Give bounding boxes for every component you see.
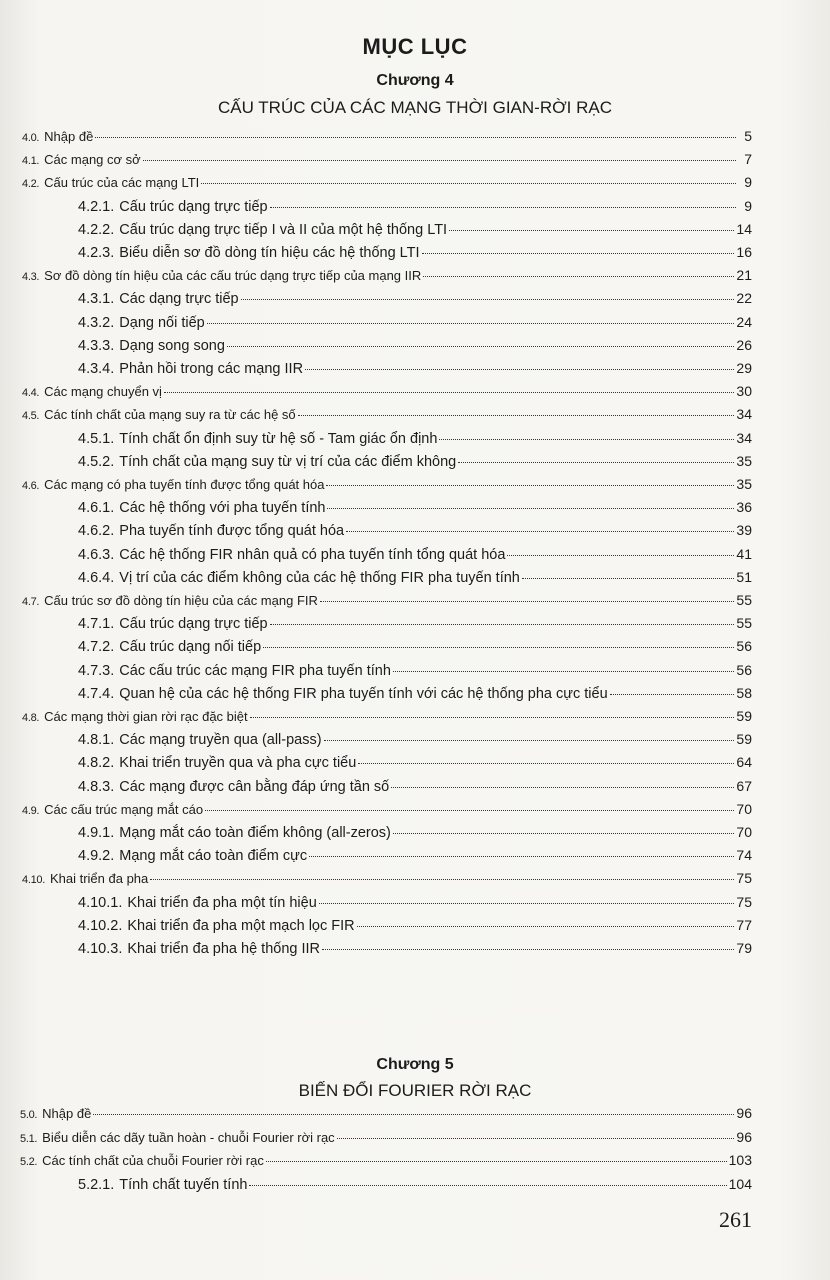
toc-entry-number: 5.0. [20, 1109, 38, 1121]
toc-entry-title: Vị trí của các điểm không của các hệ thống FIR pha tuyến tính [119, 569, 520, 586]
dot-leader [319, 903, 735, 904]
toc-entry[interactable] [78, 337, 752, 354]
toc-entry[interactable] [78, 546, 752, 563]
toc-entry-number: 4.3. [22, 271, 40, 284]
toc-entry[interactable] [78, 685, 752, 702]
toc-entry-page: 70 [736, 824, 752, 840]
toc-entry-title: Các hệ thống FIR nhân quả có pha tuyến tính tổng quát hóa [119, 546, 506, 563]
dot-leader [327, 508, 734, 509]
toc-entry[interactable] [22, 128, 752, 144]
toc-entry-title: Các mạng có pha tuyến tính được tổng quát hóa [44, 477, 325, 492]
toc-entry-title: Quan hệ của các hệ thống FIR pha tuyến tính với các hệ thống pha cực tiểu [119, 685, 608, 702]
toc-entry[interactable] [78, 754, 752, 771]
toc-entry-title: Khai triển truyền qua và pha cực tiểu [119, 755, 357, 772]
toc-entry-page: 35 [736, 452, 752, 469]
toc-entry-title: Pha tuyến tính được tổng quát hóa [119, 523, 345, 540]
toc-entry-title: Tính chất của mạng suy từ vị trí của các điểm không [119, 453, 457, 470]
toc-entry-title: Cấu trúc dạng trực tiếp [119, 616, 268, 633]
toc-entry[interactable] [20, 1105, 752, 1121]
dot-leader [320, 601, 735, 602]
toc-entry-page: 103 [728, 1152, 752, 1168]
toc-entry-number: 4.7.2. [78, 639, 115, 656]
dot-leader [522, 578, 735, 579]
toc-entry-number: 4.5.1. [78, 430, 115, 447]
toc-entry-page: 59 [736, 731, 752, 748]
dot-leader [270, 207, 736, 208]
toc-entry-title: Khai triển đa pha một tín hiệu [127, 894, 317, 911]
dot-leader [326, 485, 734, 486]
toc-entry-number: 4.4. [22, 387, 40, 400]
toc-entry-page: 29 [736, 360, 752, 376]
toc-entry[interactable] [78, 615, 752, 632]
toc-entry-page: 56 [736, 661, 752, 678]
toc-entry-title: Các tính chất của mạng suy ra từ các hệ số [44, 407, 296, 423]
toc-entry-page: 26 [736, 336, 752, 353]
toc-entry-title: Các tính chất của chuỗi Fourier rời rạc [42, 1153, 264, 1168]
toc-entry-title: Biểu diễn các dãy tuần hoàn - chuỗi Fourier rời rạc [42, 1129, 335, 1145]
toc-entry-title: Mạng mắt cáo toàn điểm không (all-zeros) [119, 825, 391, 841]
dot-leader [610, 694, 735, 695]
dot-leader [93, 1114, 734, 1115]
toc-entry-number: 4.3.4. [78, 361, 115, 377]
toc-entry[interactable] [22, 383, 752, 399]
toc-entry[interactable] [78, 824, 752, 841]
dot-leader [241, 299, 735, 300]
toc-entry[interactable] [22, 174, 752, 190]
dot-leader [227, 346, 735, 347]
toc-entry-title: Nhập đề [42, 1106, 92, 1121]
toc-entry-page: 70 [736, 800, 752, 817]
toc-entry-title: Các hệ thống với pha tuyến tính [119, 500, 326, 517]
toc-entry-title: Khai triển đa pha một mạch lọc FIR [127, 917, 355, 934]
toc-entry-title: Biểu diễn sơ đồ dòng tín hiệu các hệ thống LTI [119, 245, 420, 261]
toc-entry[interactable] [22, 476, 752, 492]
toc-entry-number: 4.6.1. [78, 500, 115, 517]
toc-entry-number: 5.1. [20, 1132, 38, 1145]
toc-entry-page: 35 [736, 476, 752, 492]
toc-entry-title: Phản hồi trong các mạng IIR [119, 361, 304, 377]
toc-entry-title: Tính chất tuyến tính [119, 1176, 248, 1193]
dot-leader [423, 276, 734, 277]
dot-leader [324, 740, 735, 741]
toc-entry-title: Dạng nối tiếp [119, 314, 205, 331]
toc-entry-page: 5 [744, 128, 752, 144]
toc-entry-number: 5.2. [20, 1156, 38, 1168]
dot-leader [391, 787, 734, 788]
toc-entry-page: 75 [736, 893, 752, 910]
toc-entry-number: 4.2.3. [78, 245, 115, 261]
toc-entry-page: 24 [736, 313, 752, 330]
dot-leader [250, 717, 735, 718]
toc-entry-page: 96 [736, 1128, 752, 1145]
toc-entry-number: 4.6.2. [78, 523, 115, 540]
toc-entry[interactable] [78, 638, 752, 655]
toc-entry[interactable] [20, 1152, 752, 1168]
dot-leader [449, 230, 734, 231]
toc-entry-page: 55 [736, 592, 752, 608]
dot-leader [358, 763, 734, 764]
dot-leader [201, 183, 736, 184]
toc-entry[interactable] [78, 847, 752, 864]
dot-leader [458, 462, 734, 463]
toc-entry-number: 4.1. [22, 155, 40, 168]
toc-entry-title: Mạng mắt cáo toàn điểm cực [119, 848, 308, 865]
dot-leader [249, 1185, 726, 1186]
toc-entry-number: 4.9.1. [78, 825, 115, 841]
toc-entry-page: 51 [736, 568, 752, 585]
dot-leader [143, 160, 736, 161]
toc-entry-number: 4.10.2. [78, 917, 123, 934]
toc-entry-title: Các mạng cơ sở [44, 152, 141, 168]
toc-entry[interactable] [22, 870, 752, 886]
toc-entry-page: 67 [736, 777, 752, 794]
toc-entry[interactable] [22, 406, 752, 422]
toc-entry-title: Các mạng thời gian rời rạc đặc biệt [44, 709, 248, 724]
toc-entry-number: 4.3.2. [78, 314, 115, 331]
chapter-5-label: Chương 5 [376, 1056, 454, 1073]
toc-entry-page: 9 [744, 197, 752, 214]
toc-entry-number: 4.2.2. [78, 221, 115, 238]
toc-entry-number: 4.7.1. [78, 616, 115, 633]
toc-entry[interactable] [78, 940, 752, 957]
dot-leader [150, 879, 734, 880]
toc-entry[interactable] [22, 708, 752, 724]
toc-entry-title: Nhập đề [44, 129, 94, 144]
dot-leader [309, 856, 734, 857]
toc-entry-page: 59 [736, 708, 752, 724]
toc-entry-page: 56 [736, 638, 752, 655]
toc-entry[interactable] [78, 499, 752, 516]
toc-entry-title: Các cấu trúc mạng mắt cáo [44, 801, 204, 817]
toc-entry[interactable] [78, 522, 752, 539]
toc-entry-number: 4.6.3. [78, 546, 115, 563]
toc-entry[interactable] [78, 290, 752, 307]
dot-leader [298, 415, 735, 416]
toc-entry[interactable] [22, 151, 752, 167]
dot-leader [393, 671, 735, 672]
toc-entry-page: 55 [736, 615, 752, 632]
toc-entry[interactable] [78, 1176, 752, 1193]
toc-entry-page: 74 [736, 847, 752, 864]
toc-entry[interactable] [22, 801, 752, 817]
toc-entry-page: 22 [736, 290, 752, 307]
toc-entry-number: 4.8.3. [78, 778, 115, 795]
toc-entry-number: 4.7.3. [78, 662, 115, 679]
toc-entry[interactable] [78, 917, 752, 934]
toc-heading: MỤC LỤC [362, 34, 468, 59]
toc-entry-page: 39 [736, 522, 752, 539]
dot-leader [270, 624, 735, 625]
toc-entry-page: 30 [736, 383, 752, 400]
toc-entry-page: 77 [736, 916, 752, 933]
toc-entry-title: Cấu trúc dạng trực tiếp I và II của một hệ thống LTI [119, 221, 448, 238]
dot-leader [263, 647, 734, 648]
toc-entry[interactable] [78, 198, 752, 215]
toc-entry[interactable] [22, 267, 752, 283]
toc-entry[interactable] [78, 314, 752, 331]
dot-leader [207, 323, 735, 324]
toc-entry-number: 4.7.4. [78, 685, 115, 702]
toc-entry-number: 4.5.2. [78, 453, 115, 470]
toc-entry-page: 36 [736, 499, 752, 516]
toc-entry-number: 4.3.1. [78, 291, 115, 308]
toc-entry-title: Cấu trúc của các mạng LTI [44, 175, 200, 191]
dot-leader [322, 949, 734, 950]
toc-entry-number: 4.2.1. [78, 198, 115, 215]
toc-entry-page: 34 [736, 429, 752, 446]
toc-entry-title: Các cấu trúc các mạng FIR pha tuyến tính [119, 662, 391, 679]
toc-entry-title: Cấu trúc sơ đồ dòng tín hiệu của các mạng FIR [44, 593, 318, 608]
dot-leader [337, 1138, 735, 1139]
toc-entry[interactable] [78, 244, 752, 261]
dot-leader [205, 810, 734, 811]
toc-entry-page: 14 [736, 220, 752, 237]
toc-entry[interactable] [22, 592, 752, 608]
dot-leader [439, 439, 734, 440]
toc-entry-number: 4.8.1. [78, 732, 115, 749]
toc-entry-page: 34 [736, 406, 752, 423]
toc-entry-title: Khai triển đa pha [49, 871, 149, 887]
toc-entry-title: Các dạng trực tiếp [119, 291, 239, 308]
toc-entry-page: 96 [736, 1105, 752, 1121]
toc-entry-title: Các mạng truyền qua (all-pass) [119, 732, 322, 749]
toc-entry-page: 104 [728, 1175, 752, 1192]
toc-entry-title: Khai triển đa pha hệ thống IIR [127, 941, 321, 957]
toc-entry-number: 4.10. [22, 874, 45, 887]
page-number: 261 [719, 1207, 752, 1232]
toc-entry-page: 21 [736, 267, 752, 284]
dot-leader [507, 555, 734, 556]
toc-entry-title: Các mạng chuyển vị [44, 384, 162, 400]
toc-entry-title: Dạng song song [119, 337, 225, 354]
toc-entry-number: 4.6.4. [78, 569, 115, 586]
toc-entry[interactable] [78, 662, 752, 679]
toc-entry-number: 4.6. [22, 480, 40, 492]
toc-entry-number: 4.9.2. [78, 848, 115, 865]
toc-entry-number: 4.2. [22, 178, 40, 191]
toc-entry[interactable] [78, 360, 752, 377]
toc-entry[interactable] [78, 569, 752, 586]
toc-entry[interactable] [78, 221, 752, 238]
toc-entry-page: 75 [736, 870, 752, 887]
dot-leader [305, 369, 734, 370]
toc-entry-page: 41 [736, 545, 752, 562]
dot-leader [393, 833, 735, 834]
toc-entry-number: 5.2.1. [78, 1176, 115, 1193]
toc-entry-page: 16 [736, 244, 752, 260]
chapter-4-title: CẤU TRÚC CỦA CÁC MẠNG THỜI GIAN-RỜI RẠC [217, 98, 613, 117]
toc-entry-title: Các mạng được cân bằng đáp ứng tần số [119, 778, 390, 795]
toc-entry-page: 58 [736, 684, 752, 701]
chapter-4-label: Chương 4 [376, 72, 454, 89]
toc-entry[interactable] [78, 894, 752, 911]
toc-entry-title: Tính chất ổn định suy từ hệ số - Tam giác ổn định [119, 430, 438, 447]
toc-entry[interactable] [78, 731, 752, 748]
toc-entry[interactable] [78, 453, 752, 470]
dot-leader [164, 392, 734, 393]
dot-leader [422, 253, 735, 254]
toc-entry-title: Sơ đồ dòng tín hiệu của các cấu trúc dạng trực tiếp của mạng IIR [44, 268, 422, 284]
toc-entry-number: 4.10.3. [78, 941, 123, 957]
chapter-5-title: BIẾN ĐỔI FOURIER RỜI RẠC [298, 1081, 532, 1100]
dot-leader [357, 926, 735, 927]
toc-entry-number: 4.5. [22, 410, 40, 423]
toc-entry-number: 4.8. [22, 712, 40, 724]
toc-entry-number: 4.7. [22, 596, 40, 608]
toc-entry-page: 9 [744, 174, 752, 191]
toc-entry-number: 4.0. [22, 132, 40, 144]
toc-entry[interactable] [78, 778, 752, 795]
toc-entry[interactable] [78, 430, 752, 447]
toc-entry-number: 4.3.3. [78, 337, 115, 354]
toc-entry-page: 7 [744, 151, 752, 168]
toc-entry-title: Cấu trúc dạng trực tiếp [119, 198, 268, 215]
dot-leader [346, 531, 734, 532]
toc-entry-number: 4.9. [22, 804, 40, 817]
toc-entry-number: 4.10.1. [78, 894, 123, 911]
toc-entry-title: Cấu trúc dạng nối tiếp [119, 639, 262, 656]
toc-entry[interactable] [20, 1129, 752, 1145]
dot-leader [266, 1161, 727, 1162]
dot-leader [95, 137, 736, 138]
toc-entry-page: 79 [736, 940, 752, 956]
toc-entry-page: 64 [736, 754, 752, 771]
toc-entry-number: 4.8.2. [78, 755, 115, 772]
